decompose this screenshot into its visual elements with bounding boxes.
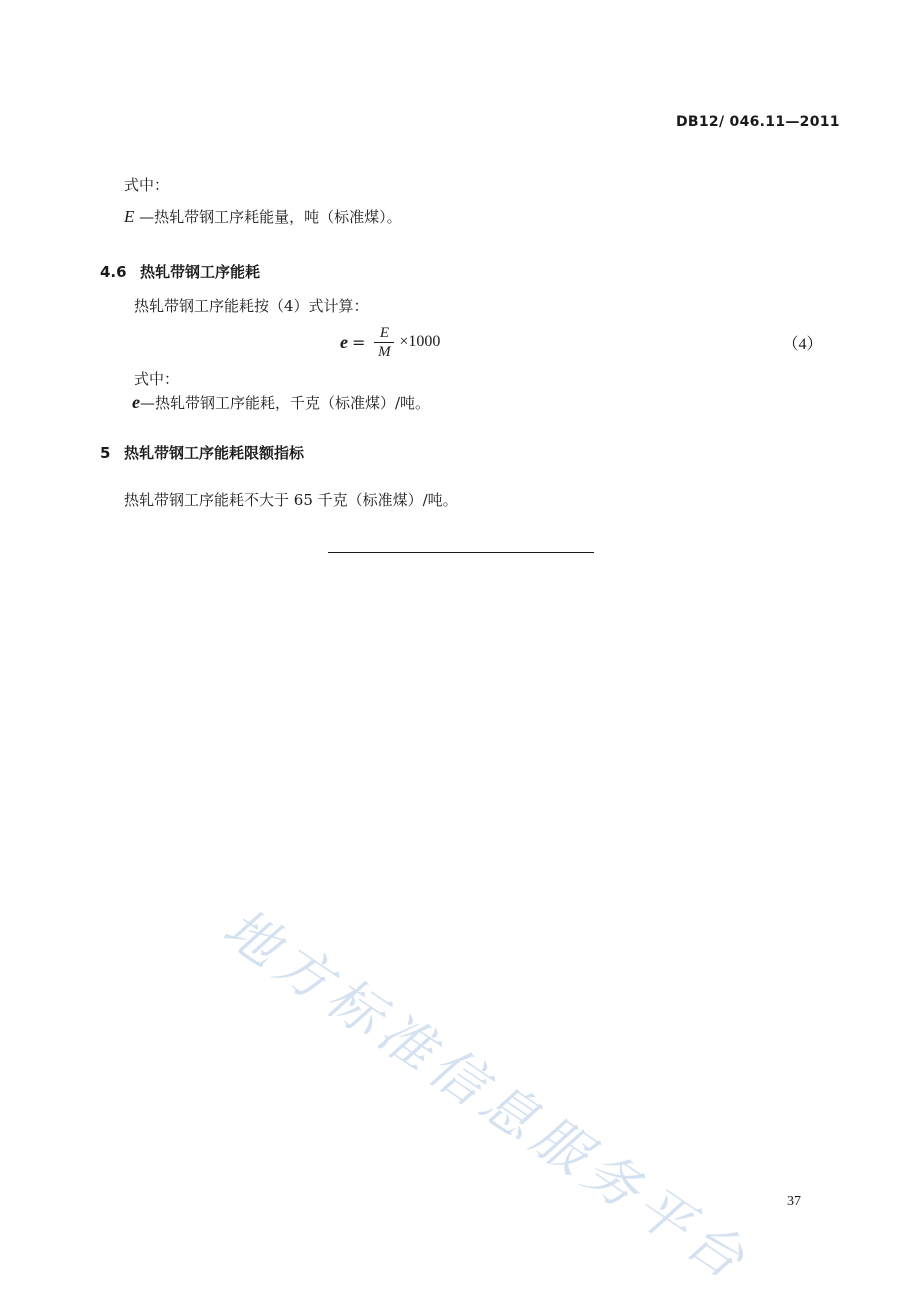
formula-denominator: M bbox=[378, 343, 391, 360]
section-heading-5 bbox=[100, 442, 304, 463]
formula-multiplier: ×1000 bbox=[399, 333, 441, 350]
formula-4 bbox=[340, 318, 822, 366]
end-rule bbox=[328, 552, 594, 553]
leader-dots bbox=[450, 337, 776, 347]
symbol-E: E bbox=[124, 207, 135, 226]
definition-text: —热轧带钢工序耗能量，吨（标准煤）。 bbox=[139, 208, 402, 226]
section-title: 热轧带钢工序能耗 bbox=[140, 263, 261, 281]
definition-text: —热轧带钢工序能耗，千克（标准煤）/吨。 bbox=[140, 394, 431, 412]
limit-statement: 热轧带钢工序能耗不大于 65 千克（标准煤）/吨。 bbox=[124, 491, 458, 509]
where-label: 式中： bbox=[124, 176, 170, 194]
definition-e-unit bbox=[132, 392, 430, 413]
where-label: 式中： bbox=[134, 370, 180, 388]
section-number: 4.6 bbox=[100, 263, 127, 281]
section-title: 热轧带钢工序能耗限额指标 bbox=[124, 444, 305, 462]
symbol-e: e bbox=[132, 392, 140, 412]
formula-equals: = bbox=[352, 332, 366, 352]
page-number: 37 bbox=[787, 1194, 801, 1209]
equation-number: （4） bbox=[782, 335, 823, 353]
watermark: 地方标准信息服务平台 bbox=[212, 895, 762, 1295]
definition-e-total bbox=[124, 206, 402, 227]
formula-fraction bbox=[374, 324, 394, 361]
section-number: 5 bbox=[100, 444, 111, 462]
section-heading-4-6 bbox=[100, 261, 260, 282]
formula-intro: 热轧带钢工序能耗按（4）式计算： bbox=[134, 297, 369, 315]
formula-lhs: e bbox=[340, 331, 348, 352]
document-code: DB12/ 046.11—2011 bbox=[676, 114, 840, 130]
formula-numerator: E bbox=[379, 324, 389, 341]
